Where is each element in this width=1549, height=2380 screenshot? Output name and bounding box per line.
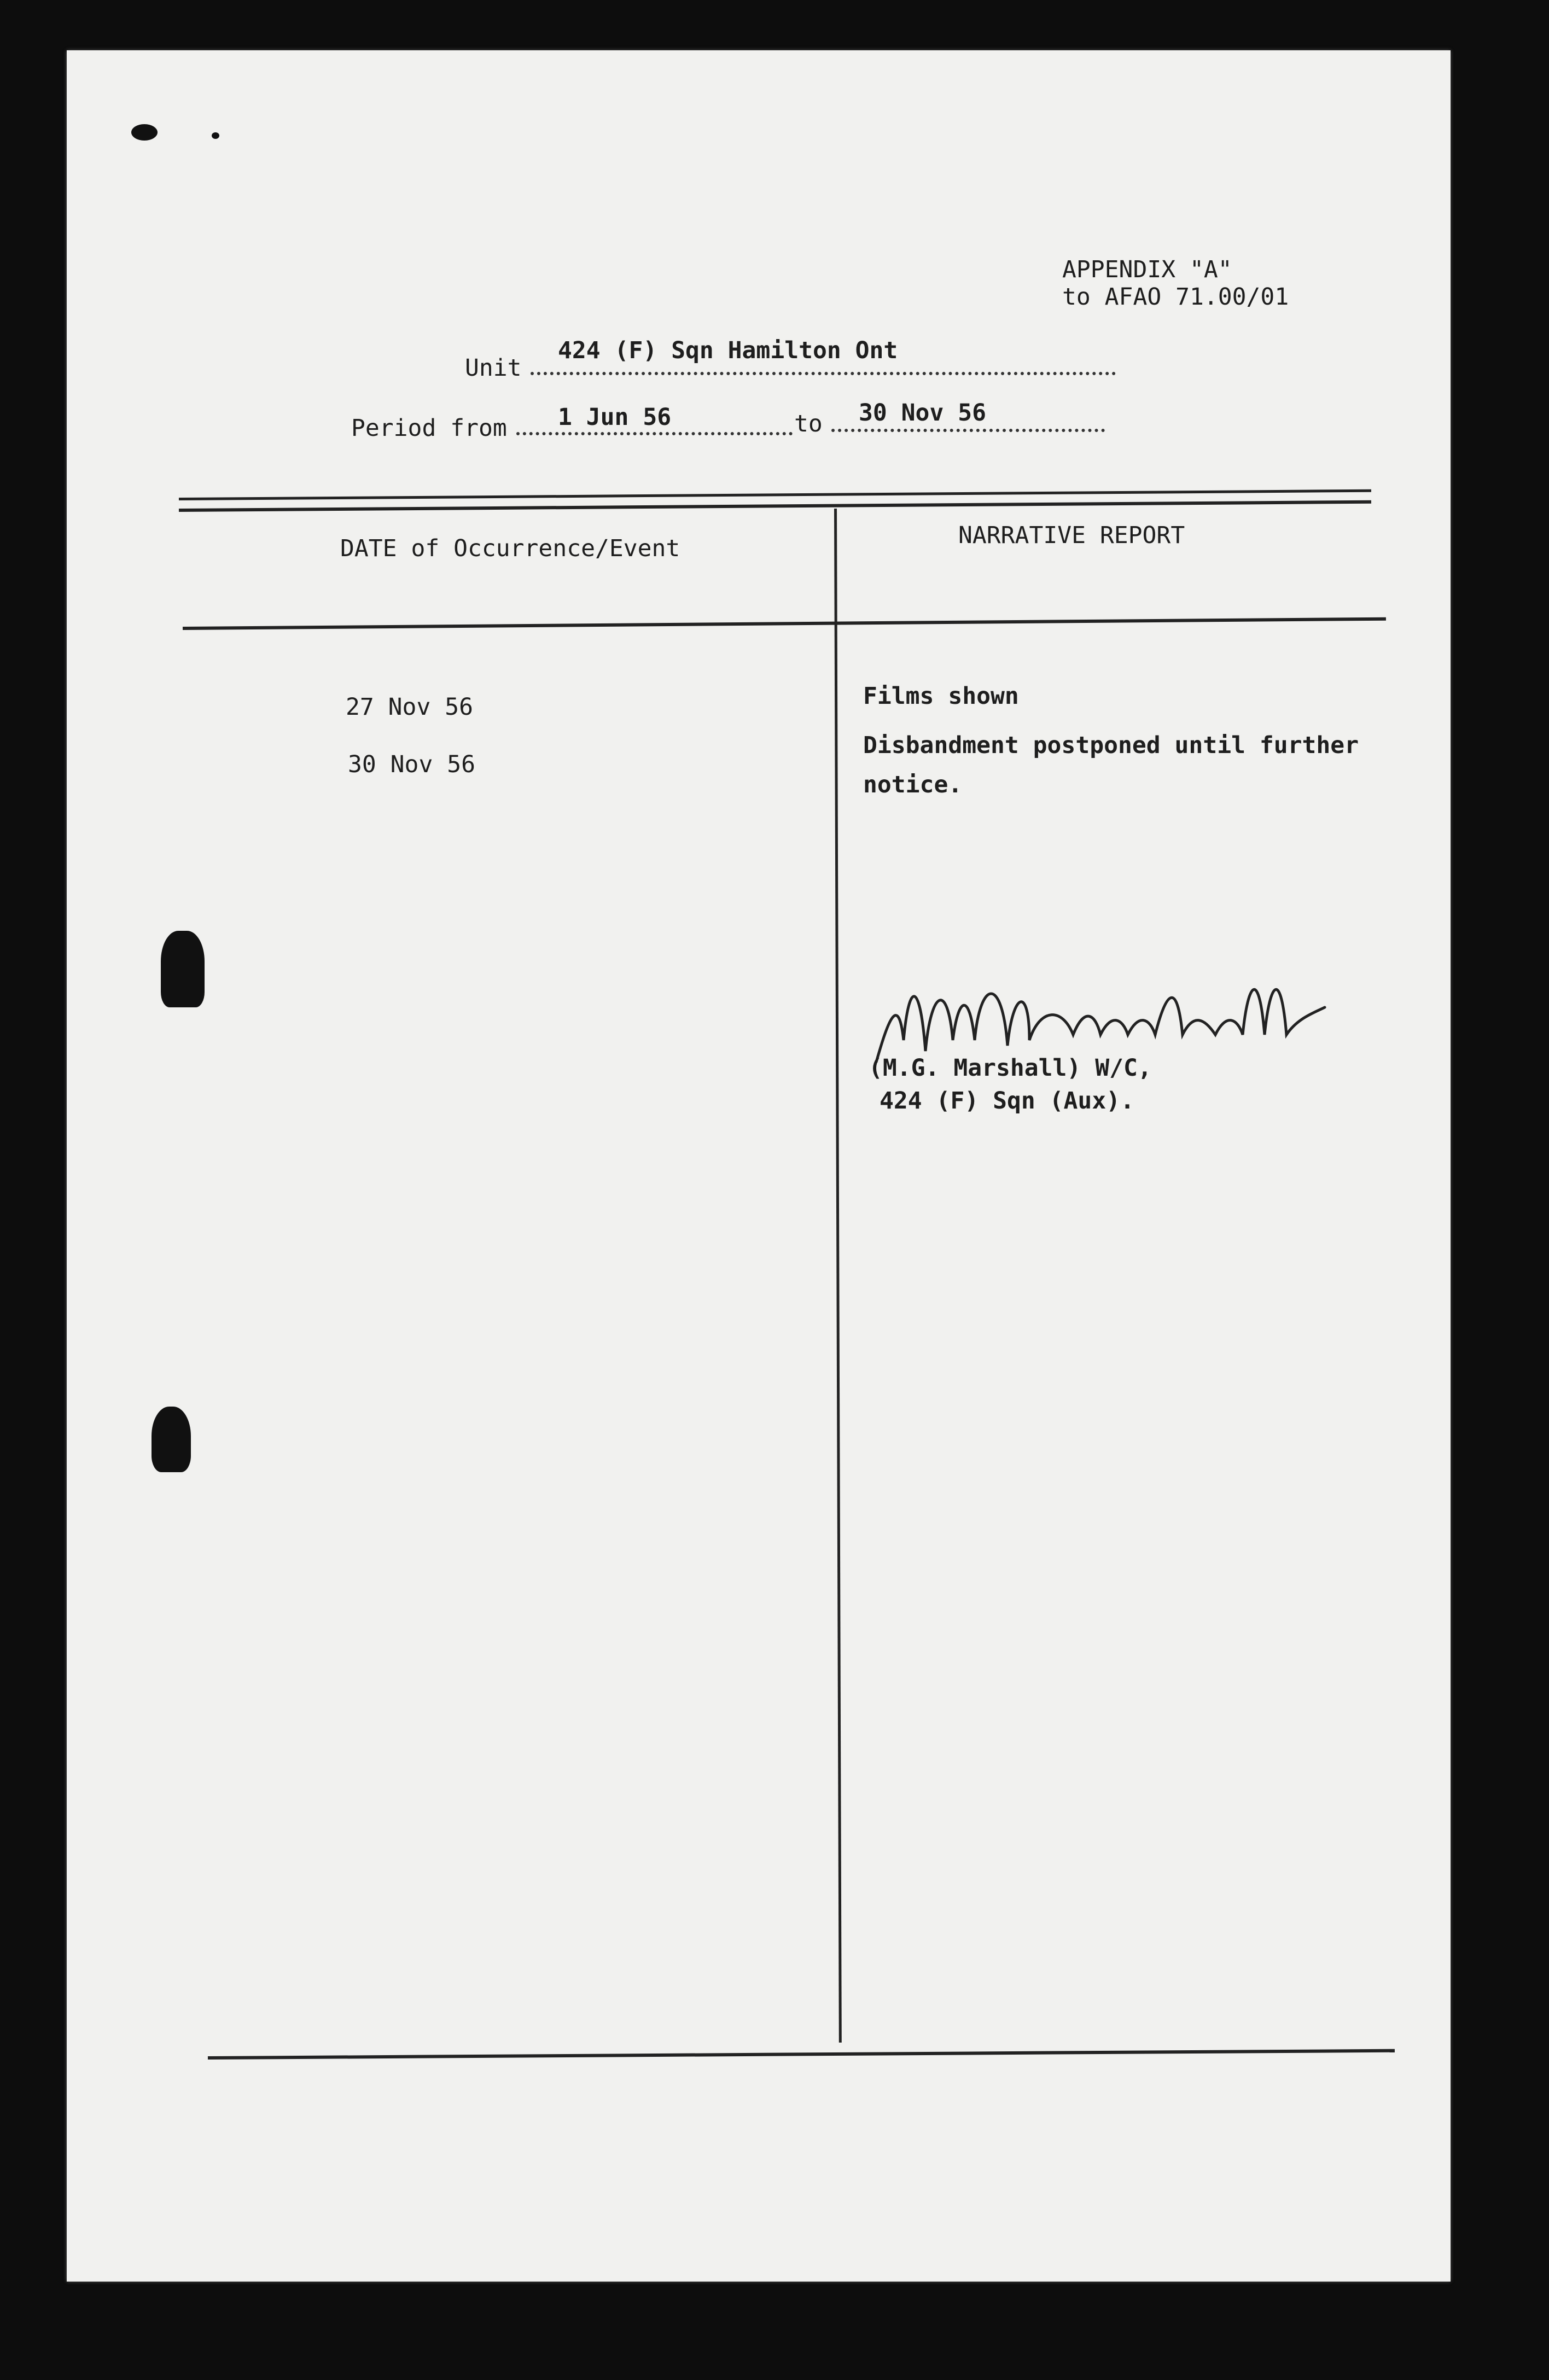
ink-blot [212,132,219,139]
column-header-narrative: NARRATIVE REPORT [958,522,1185,549]
row-date: 27 Nov 56 [346,693,473,721]
row-narrative: Disbandment postponed until further [863,732,1359,759]
period-label: Period from [351,415,507,442]
row-narrative: Films shown [863,682,1019,710]
unit-value: 424 (F) Sqn Hamilton Ont [558,337,898,364]
appendix-title: APPENDIX "A" [1062,256,1232,283]
punch-hole-mark [152,1407,191,1472]
document-page [67,50,1451,2282]
column-header-date: DATE of Occurrence/Event [340,535,680,562]
period-from-dotted-line [516,432,793,435]
period-from-value: 1 Jun 56 [558,404,672,431]
signatory-unit: 424 (F) Sqn (Aux). [880,1087,1134,1115]
bottom-rule [208,2049,1395,2060]
appendix-reference: to AFAO 71.00/01 [1062,283,1289,311]
period-to-dotted-line [831,429,1105,432]
column-header-rule [183,617,1386,630]
row-narrative-continued: notice. [863,771,963,798]
unit-label: Unit [465,354,522,382]
punch-hole-mark [161,931,205,1007]
signatory-name: (M.G. Marshall) W/C, [869,1054,1152,1082]
period-to-label: to [794,410,823,438]
header-double-rule-top [179,489,1371,500]
ink-blot [131,124,158,141]
column-divider [834,509,842,2043]
period-to-value: 30 Nov 56 [859,399,986,427]
unit-dotted-line [531,372,1116,375]
row-date: 30 Nov 56 [348,751,475,778]
header-double-rule-bottom [179,500,1371,512]
